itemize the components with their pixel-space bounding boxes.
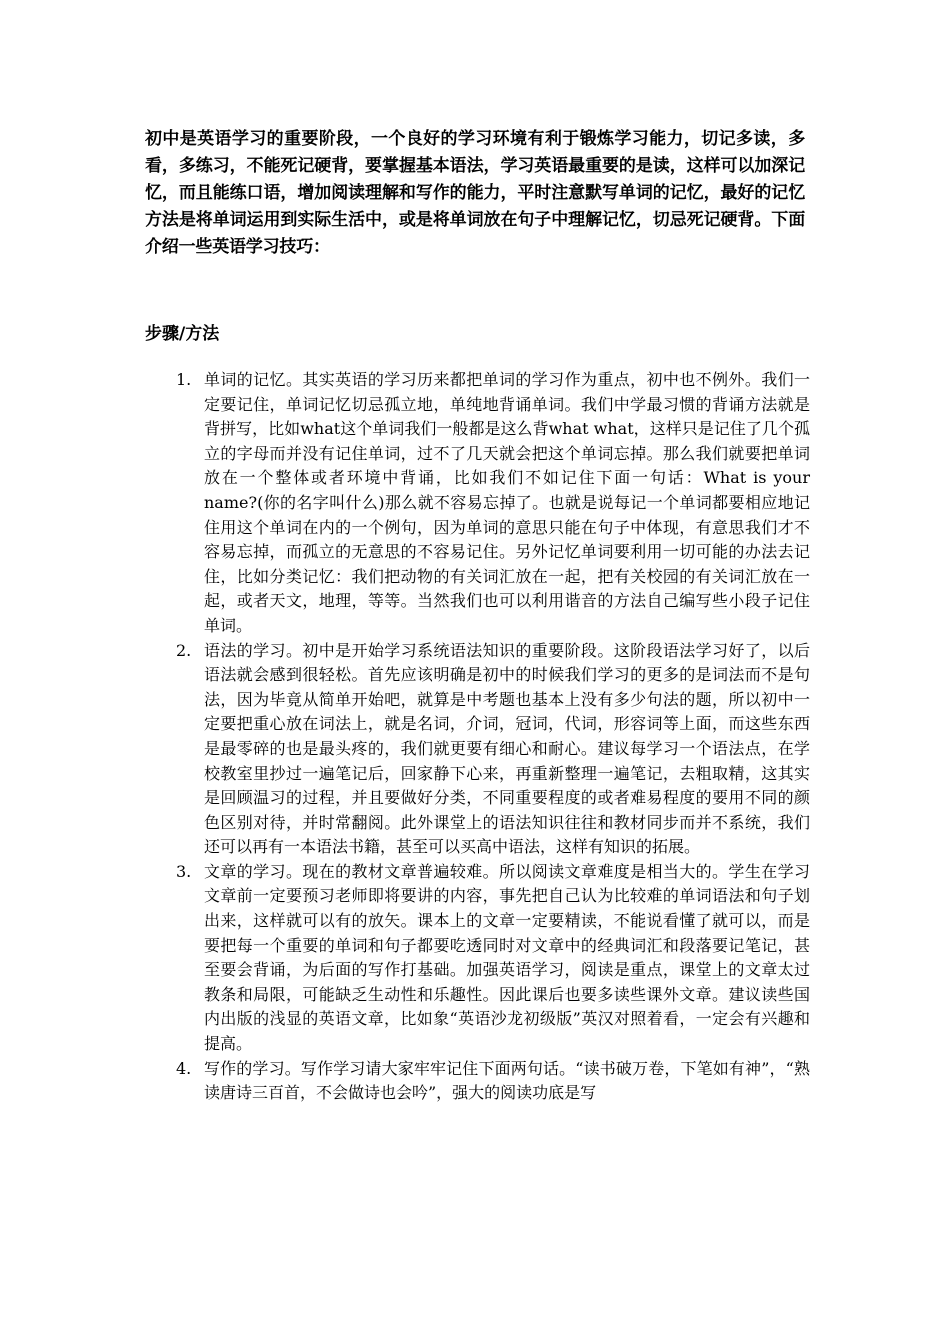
step-text: 文章的学习。现在的教材文章普遍较难。所以阅读文章难度是相当大的。学生在学习文章前一定要预习老师即将要讲的内容，事先把自己认为比较难的单词语法和句子划出来，这样就可以有的放矢。课本上的文章一定要精读，不能说看懂了就可以，而是要把每一个重要的单词和句子都要吃透同时对文章中的经典词汇和段落要记笔记，甚至要会背诵，为后面的写作打基础。加强英语学习，阅读是重点，课堂上的文章太过教条和局限，可能缺乏生动性和乐趣性。因此课后也要多读些课外文章。建议读些国内出版的浅显的英语文章，比如象“英语沙龙初级版”英汉对照着看，一定会有兴趣和提高。 <box>204 861 810 1054</box>
step-item-2 <box>145 639 810 860</box>
step-item-1 <box>145 368 810 639</box>
step-text: 写作的学习。写作学习请大家牢牢记住下面两句话。“读书破万卷，下笔如有神”，“熟读唐诗三百首，不会做诗也会吟”，强大的阅读功底是写 <box>204 1058 810 1103</box>
step-number: 2. <box>176 640 192 660</box>
step-number: 3. <box>176 861 192 881</box>
intro-paragraph: 初中是英语学习的重要阶段，一个良好的学习环境有利于锻炼学习能力，切记多读，多看，多练习，不能死记硬背，要掌握基本语法，学习英语最重要的是读，这样可以加深记忆，而且能练口语，增加阅读理解和写作的能力，平时注意默写单词的记忆，最好的记忆方法是将单词运用到实际生活中，或是将单词放在句子中理解记忆，切忌死记硬背。下面介绍一些英语学习技巧： <box>145 129 805 257</box>
steps-list <box>145 368 810 1106</box>
step-item-4 <box>145 1057 810 1106</box>
step-number: 4. <box>176 1058 192 1078</box>
step-text: 单词的记忆。其实英语的学习历来都把单词的学习作为重点，初中也不例外。我们一定要记住，单词记忆切忌孤立地，单纯地背诵单词。我们中学最习惯的背诵方法就是背拼写，比如what这个单词我们一般都是这么背what what，这样只是记住了几个孤立的字母而并没有记住单词，过不了几天就会把这个单词忘掉。那么我们就要把单词放在一个整体或者环境中背诵，比如我们不如记住下面一句话：What is your name?(你的名字叫什么)那么就不容易忘掉了。也就是说每记一个单词都要相应地记住用这个单词在内的一个例句，因为单词的意思只能在句子中体现，有意思我们才不容易忘掉，而孤立的无意思的不容易记住。另外记忆单词要利用一切可能的办法去记住，比如分类记忆：我们把动物的有关词汇放在一起，把有关校园的有关词汇放在一起，或者天文，地理，等等。当然我们也可以利用谐音的方法自己编写些小段子记住单词。 <box>204 370 810 635</box>
section-heading: 步骤/方法 <box>145 324 220 344</box>
step-text: 语法的学习。初中是开始学习系统语法知识的重要阶段。这阶段语法学习好了，以后语法就会感到很轻松。首先应该明确是初中的时候我们学习的更多的是词法而不是句法，因为毕竟从简单开始吧，就算是中考题也基本上没有多少句法的题，所以初中一定要把重心放在词法上，就是名词，介词，冠词，代词，形容词等上面，而这些东西是最零碎的也是最头疼的，我们就更要有细心和耐心。建议每学习一个语法点，在学校教室里抄过一遍笔记后，回家静下心来，再重新整理一遍笔记，去粗取精，这其实是回顾温习的过程，并且要做好分类，不同重要程度的或者难易程度的要用不同的颜色区别对待，并时常翻阅。此外课堂上的语法知识往往和教材同步而并不系统，我们还可以再有一本语法书籍，甚至可以买高中语法，这样有知识的拓展。 <box>204 640 810 857</box>
step-item-3 <box>145 860 810 1057</box>
step-number: 1. <box>176 370 192 389</box>
